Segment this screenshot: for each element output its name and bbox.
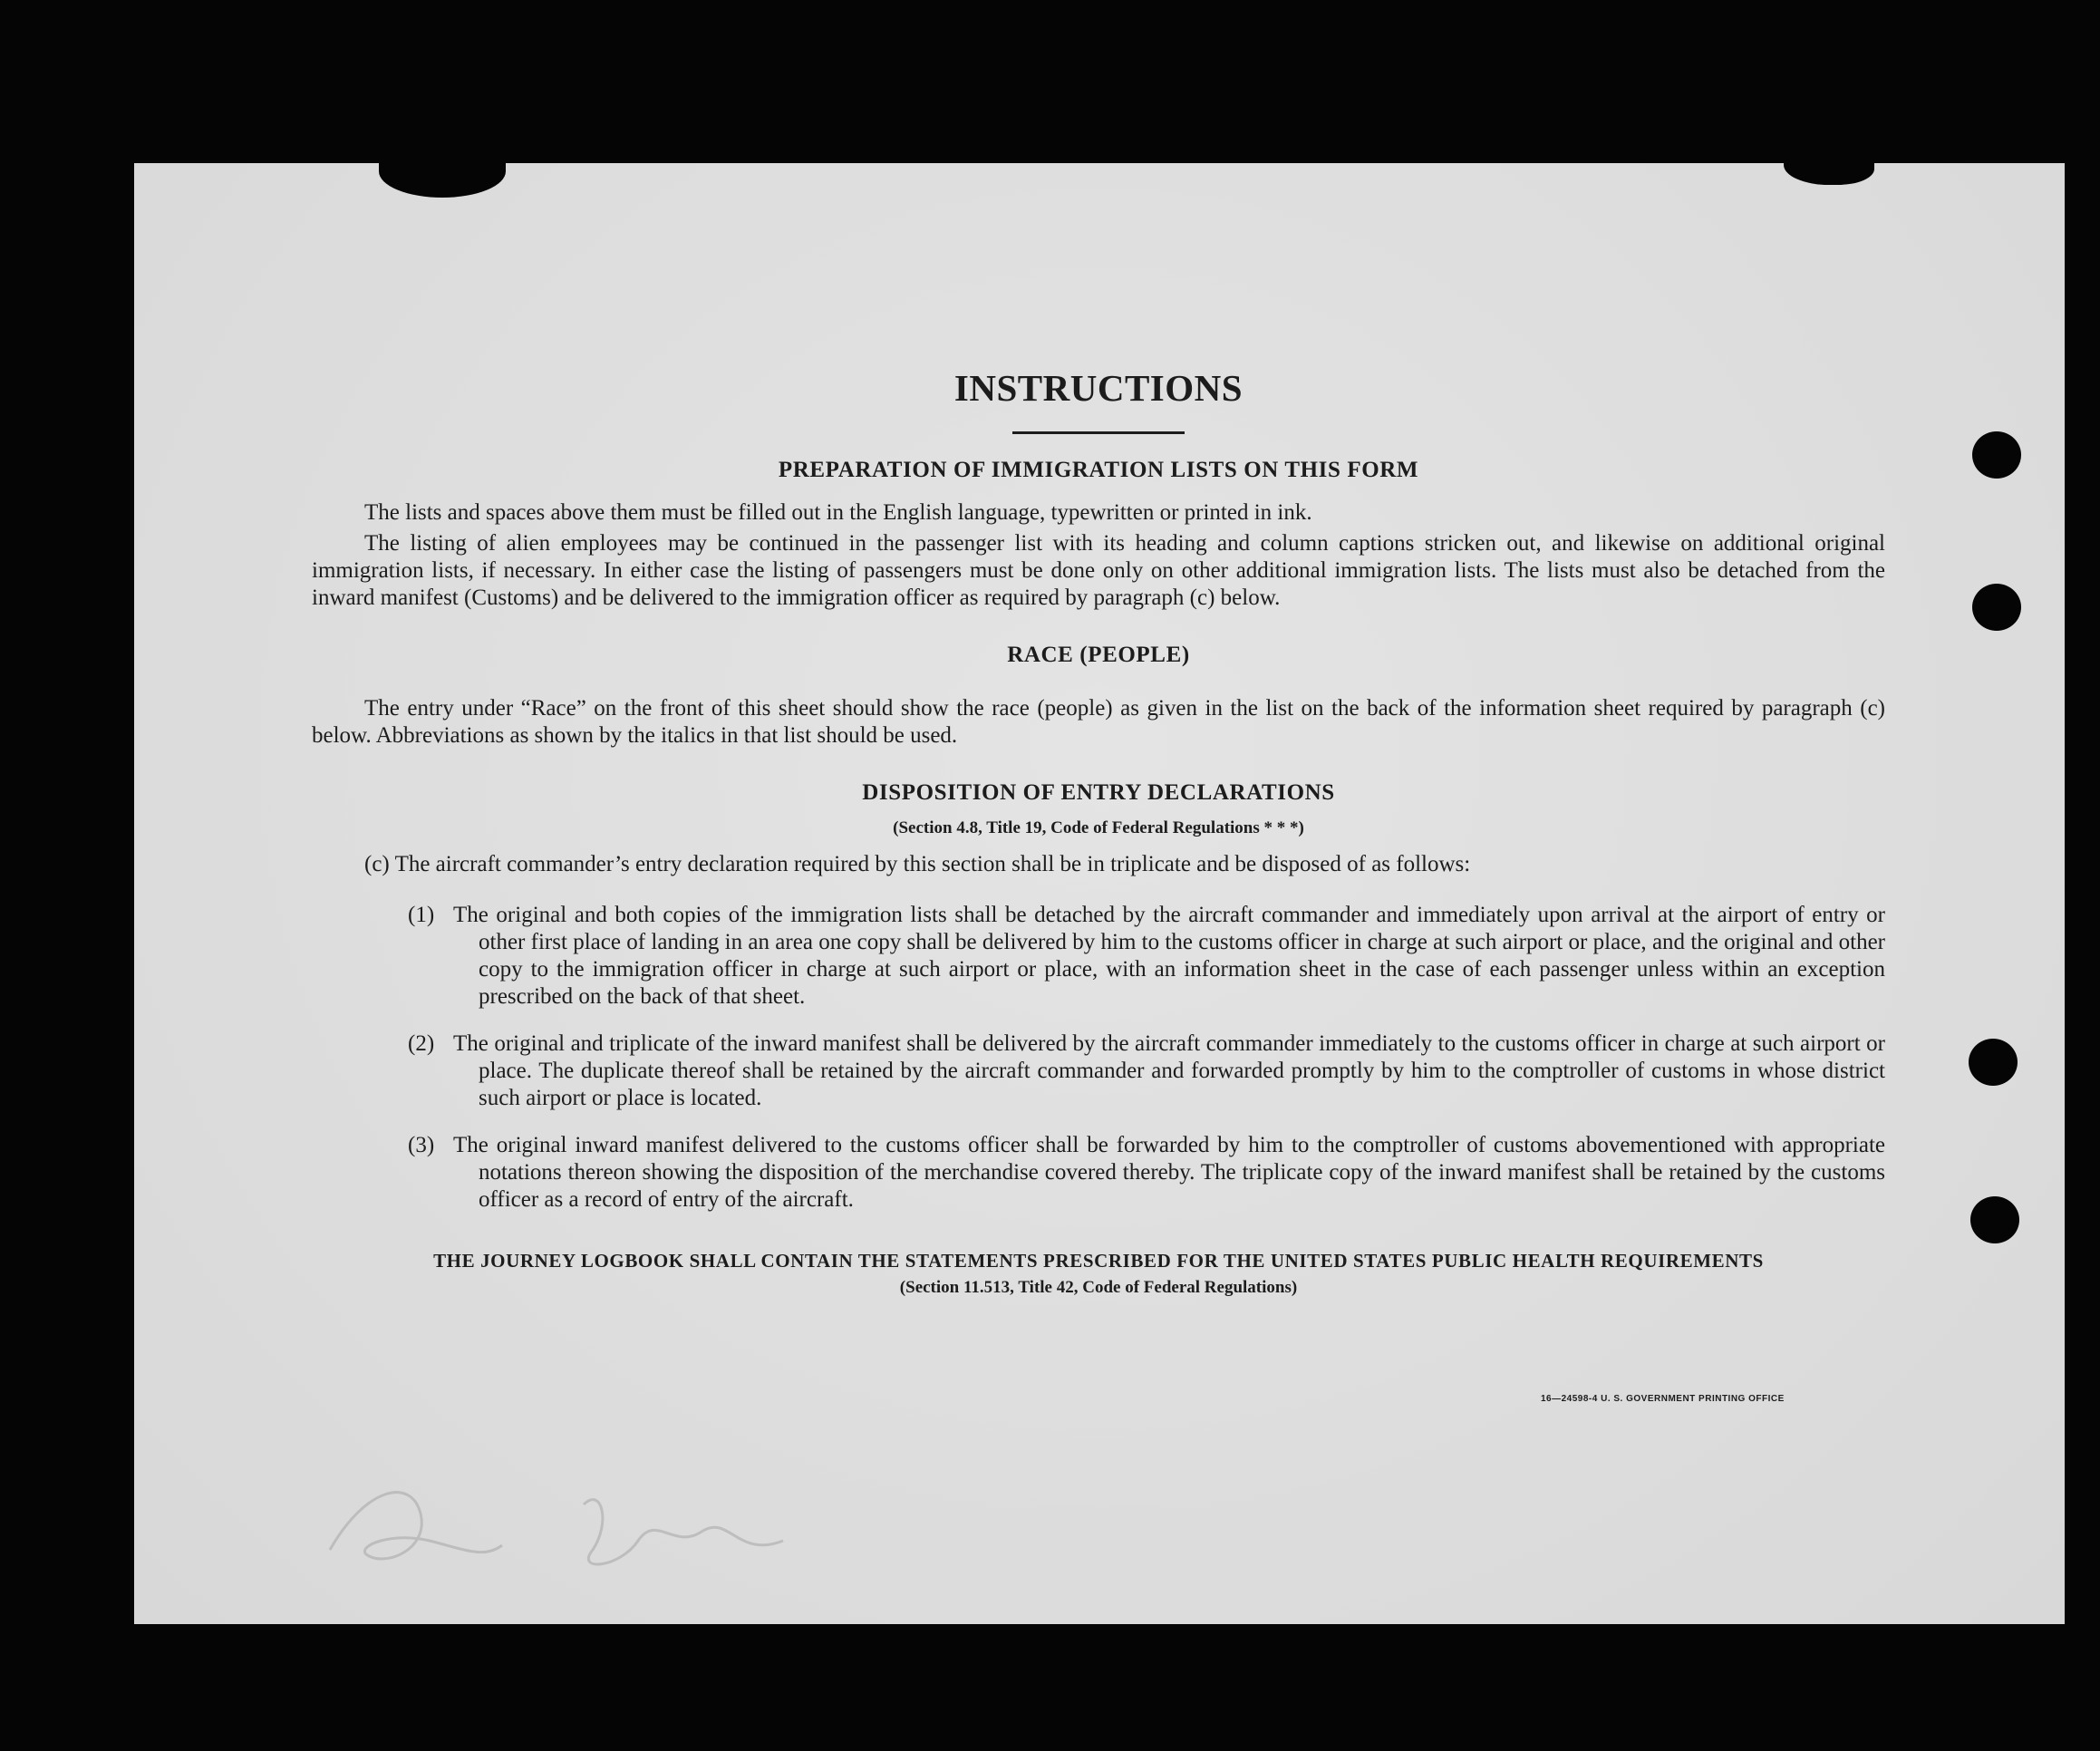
- footer-statement: THE JOURNEY LOGBOOK SHALL CONTAIN THE STATEMENTS PRESCRIBED FOR THE UNITED STATES PUBLIC HEALTH REQUIREMENTS: [433, 1250, 1764, 1272]
- list-item-number: (3): [408, 1133, 435, 1157]
- paragraph: The entry under “Race” on the front of this sheet should show the race (people) as given in the list on the back of the information sheet required by paragraph (c) below. Abbreviations as shown by the italics in that list should be used.: [312, 696, 1885, 748]
- paragraph-c: [364, 851, 1885, 878]
- paragraph-c-label: (c): [364, 852, 390, 876]
- torn-edge-right: [1784, 145, 1874, 185]
- torn-edge-left: [379, 145, 506, 198]
- punch-hole: [1969, 1039, 2018, 1086]
- paragraph: The lists and spaces above them must be filled out in the English language, typewritten or printed in ink.: [364, 500, 1312, 525]
- paragraph-c-text: The aircraft commander’s entry declaration required by this section shall be in triplicate and be disposed of as follows:: [394, 852, 1471, 876]
- list-item-text: The original inward manifest delivered to the customs officer shall be forwarded by him to the comptroller of customs abovementioned with appropriate notations thereon showing the disposition of the merchandise covered thereby. The triplicate copy of the inward manifest shall be retained by the customs officer as a record of entry of the aircraft.: [453, 1133, 1885, 1212]
- list-item-number: (1): [408, 903, 435, 927]
- list-item-number: (2): [408, 1031, 435, 1056]
- section-heading-race: RACE (PEOPLE): [1007, 643, 1190, 667]
- document-sheet: [134, 163, 2065, 1624]
- list-item: [408, 1132, 1885, 1214]
- list-item-text: The original and triplicate of the inward manifest shall be delivered by the aircraft commander immediately to the customs officer in charge at such airport or place. The duplicate thereof shall be retained by the aircraft commander and forwarded promptly by him to the comptroller of customs in whose district such airport or place is located.: [453, 1031, 1885, 1110]
- list-item-text: The original and both copies of the immigration lists shall be detached by the aircraft commander and immediately upon arrival at the airport of entry or other first place of landing in an area one copy shall be delivered by him to the customs officer in charge at such airport or place, and the original and other copy to the immigration officer in charge at such airport or place, with an information sheet in the case of each passenger unless within an exception prescribed on the back of that sheet.: [453, 903, 1885, 1009]
- faint-signature: [312, 1468, 819, 1586]
- section-citation: (Section 4.8, Title 19, Code of Federal Regulations * * *): [893, 818, 1304, 837]
- footer-citation: (Section 11.513, Title 42, Code of Federal Regulations): [899, 1278, 1298, 1297]
- punch-hole: [1972, 584, 2021, 631]
- list-item: [408, 902, 1885, 1011]
- title-underline: [1012, 431, 1185, 434]
- page-title: INSTRUCTIONS: [953, 367, 1244, 409]
- punch-hole: [1970, 1196, 2019, 1243]
- list-item: [408, 1030, 1885, 1112]
- section-heading-preparation: PREPARATION OF IMMIGRATION LISTS ON THIS FORM: [778, 458, 1419, 482]
- section-heading-disposition: DISPOSITION OF ENTRY DECLARATIONS: [862, 780, 1335, 805]
- paragraph: The listing of alien employees may be continued in the passenger list with its heading and column captions stricken out, and likewise on additional original immigration lists, if necessary. In either case the listing of passengers must be done only on other additional immigration lists. The lists must also be detached from the inward manifest (Customs) and be delivered to the immigration officer as required by paragraph (c) below.: [312, 531, 1885, 610]
- printing-office-imprint: 16—24598-4 U. S. GOVERNMENT PRINTING OFFICE: [1541, 1394, 1785, 1404]
- instructions-content: [312, 366, 1885, 1298]
- punch-hole: [1972, 431, 2021, 479]
